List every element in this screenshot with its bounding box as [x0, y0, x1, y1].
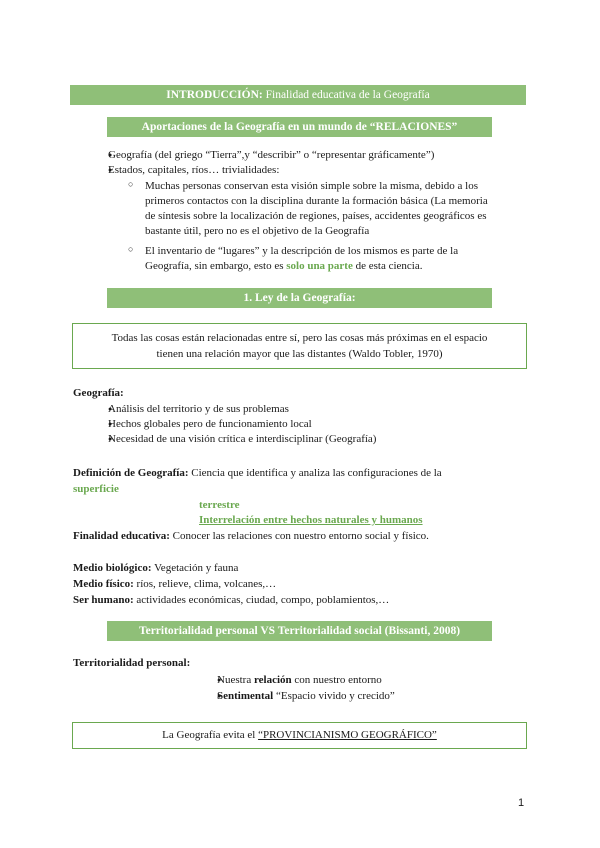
- definicion-text: Ciencia que identifica y analiza las configuraciones de la: [188, 467, 442, 479]
- geografia-list: [90, 402, 530, 447]
- aportaciones-banner: [107, 117, 492, 137]
- list-item: [200, 688, 520, 704]
- finalidad-line: [73, 528, 429, 544]
- geografia-heading: [73, 385, 124, 401]
- sub1-line: bastante útil, pero no es el objetivo de la Geografía: [145, 225, 370, 237]
- ley-banner-text: 1. Ley de la Geografía:: [243, 292, 356, 304]
- ser-humano-label: Ser humano:: [73, 594, 134, 606]
- sub1-line: primeros contactos con la disciplina durante la formación básica (La memoria: [145, 195, 488, 207]
- territorialidad-item1-bold: relación: [253, 674, 292, 686]
- tobler-quote-box: [72, 323, 527, 369]
- intro-banner-rest: Finalidad educativa de la Geografía: [262, 89, 430, 101]
- sub1-line: de síntesis sobre la localización de regiones, países, accidentes geográficos es: [145, 210, 487, 222]
- intro-banner-bold: INTRODUCCIÓN:: [166, 89, 263, 101]
- sub2-line2-green: solo una parte: [286, 260, 353, 272]
- sub-bullet-2: [128, 244, 528, 274]
- list-item: [90, 402, 530, 417]
- geografia-item: Análisis del territorio y de sus problemas: [108, 403, 289, 415]
- sub1-line: Muchas personas conservan esta visión simple sobre la misma, debido a los: [145, 180, 478, 192]
- circle-bullet-icon: ○: [128, 179, 134, 189]
- geografia-item: Necesidad de una visión crítica e interdisciplinar (Geografía): [108, 433, 377, 445]
- territorialidad-item2-bold: Sentimental: [217, 690, 274, 702]
- provincianismo-box: [72, 722, 527, 749]
- territorialidad-heading: [73, 655, 190, 671]
- territorialidad-item1-pre: Nuestra: [217, 674, 254, 686]
- intro-bullet-list: [90, 148, 530, 178]
- circle-bullet-icon: ○: [128, 244, 134, 254]
- geografia-item: Hechos globales pero de funcionamiento local: [108, 418, 312, 430]
- ser-humano-text: actividades económicas, ciudad, compo, poblamientos,…: [133, 594, 390, 606]
- ser-humano-line: [73, 592, 389, 608]
- page-number: 1: [518, 797, 525, 809]
- finalidad-text: Conocer las relaciones con nuestro entorno social y físico.: [169, 530, 429, 542]
- provincianismo-underlined: “PROVINCIANISMO GEOGRÁFICO”: [258, 729, 437, 741]
- bullet-geografia: Geografía (del griego “Tierra”,y “describir” o “representar gráficamente”): [108, 149, 435, 161]
- intro-banner: [70, 85, 526, 105]
- medio-biologico-line: [73, 560, 238, 576]
- list-item: [90, 432, 530, 447]
- list-item: [90, 417, 530, 432]
- medio-biologico-label: Medio biológico:: [73, 562, 152, 574]
- territorialidad-banner: [107, 621, 492, 641]
- definicion-interrelacion: Interrelación entre hechos naturales y humanos: [199, 514, 423, 526]
- definicion-superficie: superficie: [73, 483, 119, 495]
- tobler-quote-line1: Todas las cosas están relacionadas entre sí, pero las cosas más próximas en el espacio: [111, 332, 488, 344]
- definicion-terrestre: terrestre: [199, 499, 240, 511]
- sub2-line2-pre: Geografía, sin embargo, esto es: [145, 260, 287, 272]
- medio-biologico-text: Vegetación y fauna: [151, 562, 239, 574]
- medio-fisico-text: ríos, relieve, clima, volcanes,…: [133, 578, 277, 590]
- definicion-line: [73, 465, 442, 481]
- list-item: [90, 148, 530, 163]
- territorialidad-item1-post: con nuestro entorno: [291, 674, 382, 686]
- territorialidad-item2-post: “Espacio vivido y crecido”: [273, 690, 395, 702]
- territorialidad-banner-text: Territorialidad personal VS Territorialidad social (Bissanti, 2008): [138, 625, 461, 637]
- bullet-estados: Estados, capitales, ríos… trivialidades:: [108, 164, 280, 176]
- medio-fisico-label: Medio físico:: [73, 578, 134, 590]
- list-item: [90, 163, 530, 178]
- sub-bullet-1: [128, 179, 528, 239]
- list-item: [200, 672, 520, 688]
- medio-fisico-line: [73, 576, 276, 592]
- tobler-quote-line2: tienen una relación mayor que las distantes (Waldo Tobler, 1970): [156, 348, 443, 360]
- territorialidad-heading-text: Territorialidad personal:: [73, 657, 191, 669]
- finalidad-label: Finalidad educativa:: [73, 530, 170, 542]
- aportaciones-banner-text: Aportaciones de la Geografía en un mundo de “RELACIONES”: [141, 121, 458, 133]
- geografia-heading-text: Geografía:: [73, 387, 124, 399]
- ley-banner: [107, 288, 492, 308]
- sub2-line2-post: de esta ciencia.: [352, 260, 423, 272]
- provincianismo-pre: La Geografía evita el: [162, 729, 259, 741]
- sub2-line1: El inventario de “lugares” y la descripción de los mismos es parte de la: [145, 245, 459, 257]
- territorialidad-list: [200, 672, 520, 704]
- definicion-label: Definición de Geografía:: [73, 467, 189, 479]
